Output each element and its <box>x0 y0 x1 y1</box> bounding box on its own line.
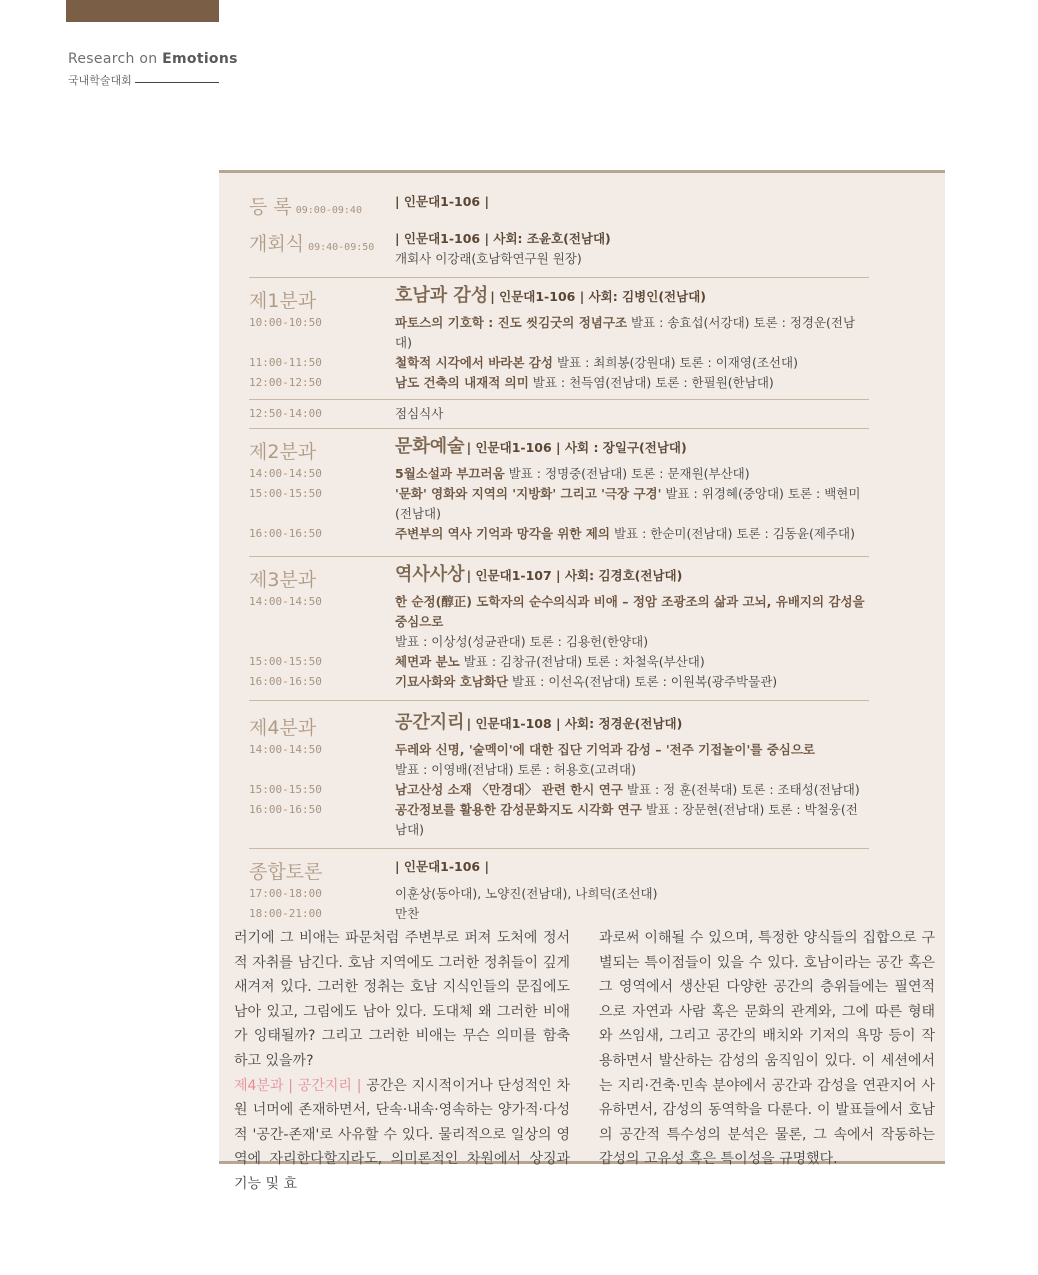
session-title: 역사사상 <box>395 564 465 585</box>
talk-row <box>249 373 869 393</box>
talk-presenters: 발표 : 한순미(전남대) 토론 : 김동윤(제주대) <box>609 526 855 541</box>
talk-title: 체면과 분노 <box>395 654 460 669</box>
talk-title: 남도 건축의 내재적 의미 <box>395 375 529 390</box>
session-info: | 인문대1-106 | 사회 : 장일구(전남대) <box>466 440 687 455</box>
body-paragraph: 공간은 지시적이거나 단성적인 차원 너머에 존재하면서, 단속·내속·영속하는 양가적·다성적 '공간-존재'로 사유할 수 있다. 물리적으로 일상의 영역에 자리한다할지라도, 의미론적인 차원에서 상징과 기능 및 효 <box>234 1077 571 1192</box>
registration-label: 등 록 <box>249 196 292 218</box>
closing-text: 이훈상(동아대), 노양진(전남대), 나희덕(조선대) <box>395 886 658 901</box>
session-label: 제3분과 <box>249 569 317 591</box>
talk-title: 주변부의 역사 기억과 망각을 위한 제의 <box>395 526 610 541</box>
session-title: 공간지리 <box>395 712 465 733</box>
opening-time: 09:40-09:50 <box>308 242 375 253</box>
registration-time: 09:00-09:40 <box>295 205 362 216</box>
session-info: | 인문대1-106 | 사회: 김병인(전남대) <box>490 289 706 304</box>
talk-title: 5월소설과 부끄러움 <box>395 466 505 481</box>
header-title-prefix: Research on <box>68 51 163 67</box>
talk-time: 15:00-15:50 <box>249 783 322 796</box>
session-title: 호남과 감성 <box>395 285 489 306</box>
talk-row <box>249 592 869 652</box>
closing-block <box>249 849 869 930</box>
session-2 <box>249 429 869 557</box>
talk-presenters: 발표 : 위경혜(중앙대) 토론 : 백현미(전남대) <box>395 486 861 521</box>
header-rule <box>135 82 219 83</box>
talk-presenters: 발표 : 장문현(전남대) 토론 : 박철웅(전남대) <box>395 802 858 837</box>
talk-title: 공간정보를 활용한 감성문화지도 시각화 연구 <box>395 802 642 817</box>
closing-time: 17:00-18:00 <box>249 887 322 900</box>
talk-time: 16:00-16:50 <box>249 527 322 540</box>
talk-row <box>249 353 869 373</box>
talk-row <box>249 652 869 672</box>
opening-row <box>249 229 869 269</box>
section-highlight: 제4분과 | 공간지리 | <box>234 1077 362 1094</box>
closing-row <box>249 904 869 924</box>
closing-row <box>249 884 869 904</box>
closing-text: 만찬 <box>395 906 420 921</box>
talk-time: 10:00-10:50 <box>249 316 322 329</box>
session-label: 제2분과 <box>249 441 317 463</box>
talk-presenters: 발표 : 최희봉(강원대) 토론 : 이재영(조선대) <box>552 355 798 370</box>
body-column-left <box>234 926 570 1197</box>
talk-presenters: 발표 : 김창규(전남대) 토론 : 차철욱(부산대) <box>459 654 705 669</box>
lunch-block <box>249 400 869 429</box>
talk-row <box>249 740 869 780</box>
talk-time: 16:00-16:50 <box>249 675 322 688</box>
talk-title: 남고산성 소재 〈만경대〉 관련 한시 연구 <box>395 782 623 797</box>
session-title: 문화예술 <box>395 436 465 457</box>
talk-presenters: 발표 : 천득염(전남대) 토론 : 한필원(한남대) <box>528 375 774 390</box>
talk-time: 15:00-15:50 <box>249 487 322 500</box>
talk-time: 11:00-11:50 <box>249 356 322 369</box>
registration-room: | 인문대1-106 | <box>395 194 490 209</box>
talk-time: 14:00-14:50 <box>249 467 322 480</box>
lunch-text: 점심식사 <box>395 406 444 421</box>
talk-time: 15:00-15:50 <box>249 655 322 668</box>
lunch-time: 12:50-14:00 <box>249 407 322 420</box>
talk-row <box>249 313 869 353</box>
talk-row <box>249 672 869 692</box>
top-accent-bar <box>66 0 219 22</box>
talk-presenters: 발표 : 송효섭(서강대) 토론 : 정경운(전남대) <box>395 315 856 350</box>
talk-title: 파토스의 기호학 : 진도 씻김굿의 정념구조 <box>395 315 628 330</box>
talk-time: 14:00-14:50 <box>249 743 322 756</box>
session-3 <box>249 557 869 701</box>
talk-title: 한 순정(醇正) 도학자의 순수의식과 비애 – 정암 조광조의 삶과 고뇌, 유배지의 감성을 중심으로 <box>395 594 865 629</box>
talk-time: 16:00-16:50 <box>249 803 322 816</box>
talk-presenters: 발표 : 이영배(전남대) 토론 : 허용호(고려대) <box>395 762 636 777</box>
talk-row <box>249 524 869 544</box>
talk-title: 철학적 시각에서 바라본 감성 <box>395 355 553 370</box>
talk-presenters: 발표 : 이선옥(전남대) 토론 : 이원복(광주박물관) <box>508 674 778 689</box>
talk-presenters: 발표 : 정 훈(전북대) 토론 : 조태성(전남대) <box>622 782 860 797</box>
opening-speech: 개회사 이강래(호남학연구원 원장) <box>395 251 582 266</box>
header-title-emphasis: Emotions <box>162 51 238 67</box>
opening-label: 개회식 <box>249 233 305 255</box>
registration-row <box>249 192 869 219</box>
opening-room: | 인문대1-106 | 사회: 조윤호(전남대) <box>395 231 611 246</box>
talk-presenters: 발표 : 이상성(성균관대) 토론 : 김용헌(한양대) <box>395 634 649 649</box>
schedule <box>249 188 869 930</box>
session-info: | 인문대1-108 | 사회: 정경운(전남대) <box>466 716 683 731</box>
talk-presenters: 발표 : 정명중(전남대) 토론 : 문재원(부산대) <box>504 466 750 481</box>
talk-title: '문화' 영화와 지역의 '지방화' 그리고 '극장 구경' <box>395 486 662 501</box>
talk-title: 두레와 신명, '술멕이'에 대한 집단 기억과 감성 – '전주 기접놀이'를 중심으로 <box>395 742 816 757</box>
registration-block <box>249 188 869 278</box>
talk-row <box>249 780 869 800</box>
body-paragraph: 러기에 그 비애는 파문처럼 주변부로 퍼져 도처에 정서적 자취를 남긴다. 호남 지역에도 그러한 정취들이 깊게 새겨져 있다. 그러한 정취는 호남 지식인들의 문집에도 남아 있고, 그림에도 남아 있다. 도대체 왜 그러한 비애가 잉태될까? 그리고 그러한 비애는 무슨 의미를 함축하고 있을까? <box>234 930 570 1069</box>
closing-room: | 인문대1-106 | <box>395 859 490 874</box>
talk-time: 12:00-12:50 <box>249 376 322 389</box>
closing-label: 종합토론 <box>249 861 323 883</box>
closing-time: 18:00-21:00 <box>249 907 322 920</box>
talk-title: 기묘사화와 호남화단 <box>395 674 509 689</box>
session-1 <box>249 278 869 400</box>
running-header-title <box>68 51 238 67</box>
session-label: 제4분과 <box>249 717 317 739</box>
talk-row <box>249 800 869 840</box>
body-column-right: 과로써 이해될 수 있으며, 특정한 양식들의 집합으로 구별되는 특이점들이 있을 수 있다. 호남이라는 공간 혹은 그 영역에서 생산된 다양한 공간의 층위들에는 필연적으로 자연과 사람 혹은 문화의 관계와, 그에 따른 형태와 쓰임새, 그리고 공간의 배치와 기저의 욕망 등이 작용하면서 발산하는 감성의 움직임이 있다. 이 세션에서는 지리·건축·민속 분야에서 공간과 감성을 연관지어 사유하면서, 감성의 동역학을 다룬다. 이 발표들에서 호남의 공간적 특수성의 분석은 물론, 그 속에서 작동하는 감성의 고유성 혹은 특이성을 규명했다. <box>599 930 935 1168</box>
talk-row <box>249 464 869 484</box>
talk-time: 14:00-14:50 <box>249 595 322 608</box>
talk-row <box>249 484 869 524</box>
session-info: | 인문대1-107 | 사회: 김경호(전남대) <box>466 568 683 583</box>
running-header-subtitle: 국내학술대회 <box>68 74 132 87</box>
session-4 <box>249 701 869 849</box>
session-label: 제1분과 <box>249 290 317 312</box>
